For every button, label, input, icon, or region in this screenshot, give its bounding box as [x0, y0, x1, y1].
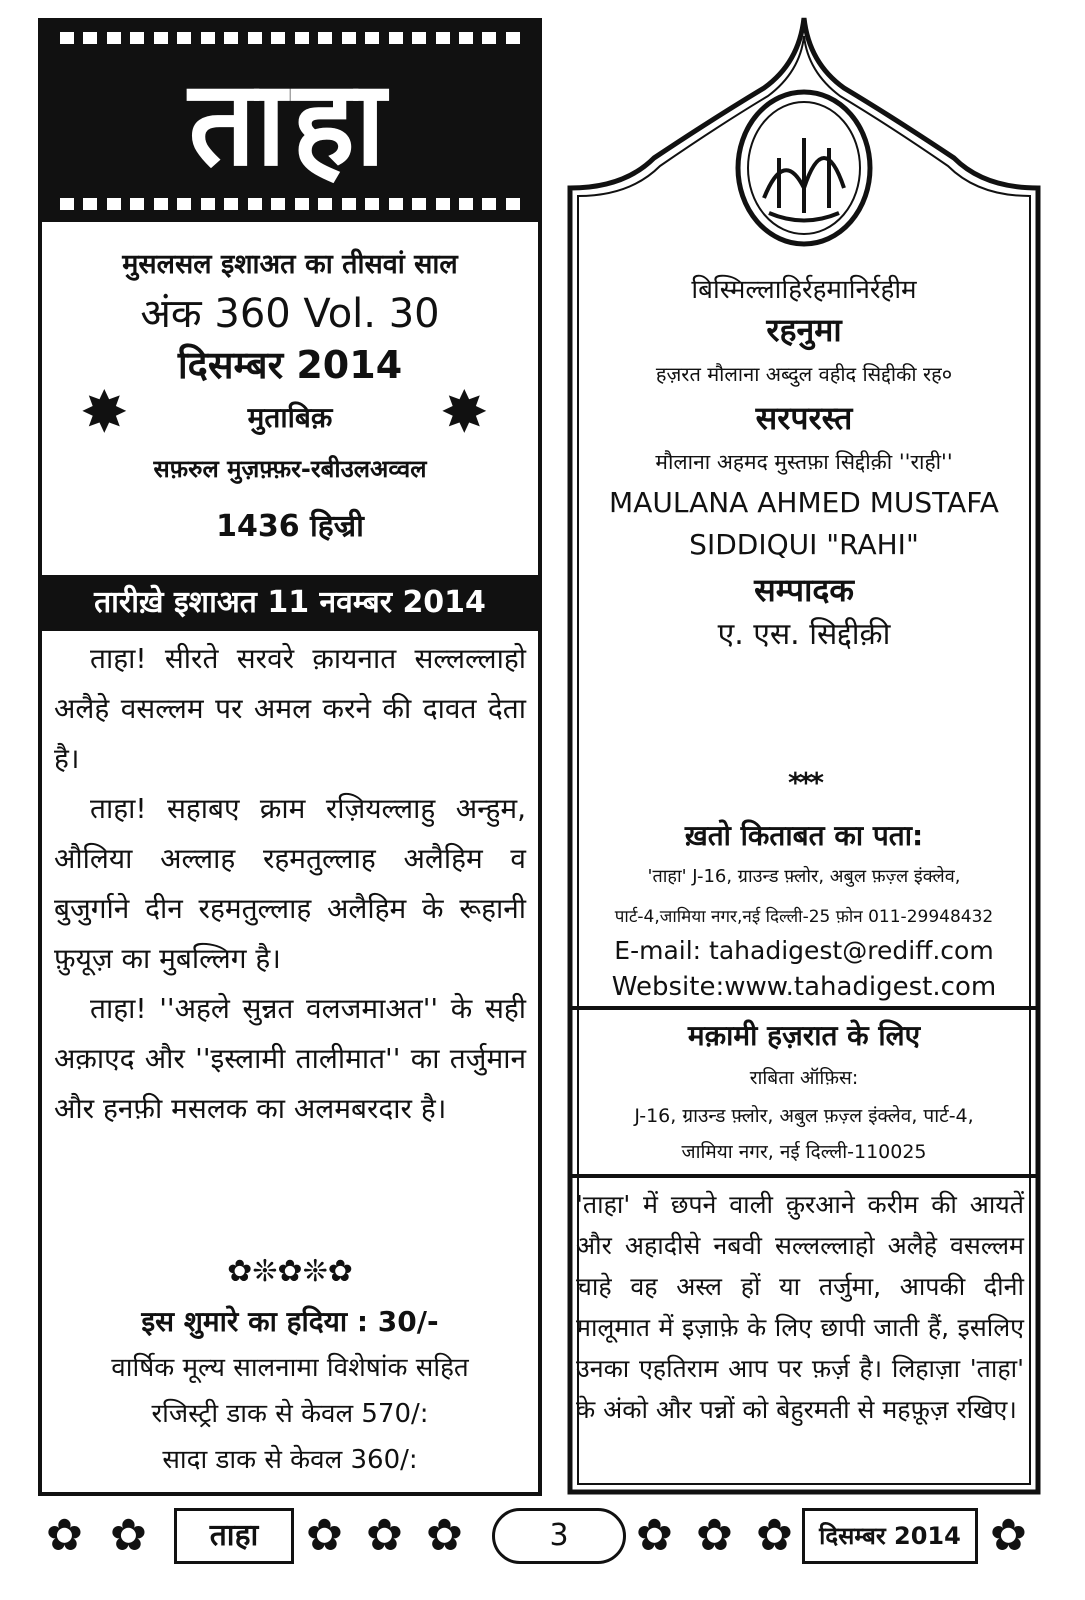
- rahnuma-name: हज़रत मौलाना अब्दुल वहीद सिद्दीकी रह०: [655, 362, 953, 386]
- office-address-line-1: J-16, ग्राउन्ड फ़्लोर, अबुल फ़ज़्ल इंक्लेव, पार्ट-4,: [634, 1105, 974, 1127]
- address-line-1: 'ताहा' J-16, ग्राउन्ड फ़्लोर, अबुल फ़ज़्ल इंक्लेव,: [647, 866, 961, 887]
- page-footer: [40, 1500, 1050, 1576]
- star-ornament-right-icon: ✸: [440, 378, 489, 446]
- mutabiq-label: मुताबिक़: [247, 401, 333, 434]
- flower-divider-icon: ✿❊✿❊✿: [227, 1254, 353, 1289]
- issue-number: अंक 360 Vol. 30: [140, 291, 440, 337]
- page-number: 3: [492, 1508, 626, 1564]
- sampadak-name: ए. एस. सिद्दीक़ी: [717, 617, 891, 652]
- hijri-months: सफ़रुल मुज़फ़्फ़र-रबीउलअव्वल: [153, 455, 427, 483]
- annual-price-label: वार्षिक मूल्य सालनामा विशेषांक सहित: [111, 1353, 469, 1383]
- section-divider-1: [570, 1006, 1038, 1010]
- flower-icon: ✿: [426, 1510, 463, 1561]
- masthead-title: ताहा: [42, 58, 538, 188]
- website-address: Website:www.tahadigest.com: [611, 972, 997, 1002]
- english-name-line-1: MAULANA AHMED MUSTAFA: [609, 486, 999, 519]
- english-name-line-2: SIDDIQUI "RAHI": [689, 528, 919, 561]
- publication-year-line: मुसलसल इशाअत का तीसवां साल: [122, 249, 458, 280]
- sarparast-label: सरपरस्त: [755, 399, 853, 437]
- local-contact-label: मक़ामी हज़रात के लिए: [687, 1019, 921, 1052]
- flower-icon: ✿: [110, 1510, 147, 1561]
- registry-price: रजिस्ट्री डाक से केवल 570/:: [151, 1399, 429, 1429]
- stars-divider: ***: [788, 766, 820, 799]
- sampadak-label: सम्पादक: [754, 571, 854, 609]
- bismillah: बिस्मिल्लाहिर्रहमानिर्रहीम: [691, 275, 917, 305]
- issue-price: इस शुमारे का हदिया : 30/-: [141, 1305, 439, 1338]
- ordinary-post-price: सादा डाक से केवल 360/:: [162, 1445, 418, 1475]
- publication-date-bar: तारीख़े इशाअत 11 नवम्बर 2014: [42, 575, 538, 631]
- rahnuma-label: रहनुमा: [766, 311, 842, 349]
- hijri-year: 1436 हिज्री: [216, 509, 364, 544]
- footer-date: दिसम्बर 2014: [802, 1508, 978, 1564]
- footer-title: ताहा: [174, 1508, 294, 1564]
- masthead-filmstrip: [42, 22, 538, 222]
- email-address: E-mail: tahadigest@rediff.com: [614, 936, 994, 965]
- office-address-line-2: जामिया नगर, नई दिल्ली-110025: [681, 1141, 927, 1163]
- right-column: [564, 8, 1044, 1496]
- mission-text: [54, 634, 526, 1134]
- film-perforations-bottom: [60, 198, 520, 212]
- office-label: राबिता ऑफ़िस:: [749, 1067, 859, 1089]
- mission-paragraph-3: ताहा! ''अहले सुन्नत वलजमाअत'' के सही अक़ाएद और ''इस्लामी तालीमात'' का तर्जुमान और हनफ़ी मसलक का अलमबरदार है।: [54, 992, 526, 1125]
- mission-paragraph-1: ताहा! सीरते सरवरे क़ायनात सल्लल्लाहो अलैहे वसल्लम पर अमल करने की दावत देता है।: [54, 642, 526, 775]
- flower-icon: ✿: [696, 1510, 733, 1561]
- left-column: [38, 18, 542, 1496]
- flower-icon: ✿: [990, 1510, 1027, 1561]
- flower-icon: ✿: [46, 1510, 83, 1561]
- issue-info: [42, 222, 538, 592]
- mission-paragraph-2: ताहा! सहाबए क्राम रज़ियल्लाहु अन्हुम, औलिया अल्लाह रहमतुल्लाह अलैहिम व बुजुर्गाने दीन रहमतुल्लाह अलैहिम के रूहानी फ़ुयूज़ का मुबल्लिग है।: [54, 792, 526, 975]
- film-perforations-top: [60, 32, 520, 46]
- flower-icon: ✿: [306, 1510, 343, 1561]
- issue-month: दिसम्बर 2014: [177, 343, 403, 387]
- flower-icon: ✿: [756, 1510, 793, 1561]
- section-divider-2: [570, 1174, 1038, 1178]
- address-label: ख़तो किताबत का पता:: [684, 819, 924, 852]
- flower-icon: ✿: [366, 1510, 403, 1561]
- flower-icon: ✿: [636, 1510, 673, 1561]
- address-line-2: पार्ट-4,जामिया नगर,नई दिल्ली-25 फ़ोन 011-29948432: [614, 907, 994, 927]
- star-ornament-left-icon: ✸: [80, 378, 129, 446]
- respect-notice: 'ताहा' में छपने वाली क़ुरआने करीम की आयतें और अहादीसे नबवी सल्लल्लाहो अलैहे वसल्लम चाहे वह अस्ल हों या तर्जुमा, आपकी दीनी मालूमात में इज़ाफ़े के लिए छापी जाती हैं, इसलिए उनका एहतिराम आप पर फ़र्ज़ है। लिहाज़ा 'ताहा' के अंको और पन्नों को बेहुरमती से महफ़ूज़ रखिए।: [576, 1190, 1024, 1424]
- calligraphy-seal-icon: [734, 88, 874, 248]
- sarparast-name: मौलाना अहमद मुस्तफ़ा सिद्दीक़ी ''राही'': [655, 450, 953, 474]
